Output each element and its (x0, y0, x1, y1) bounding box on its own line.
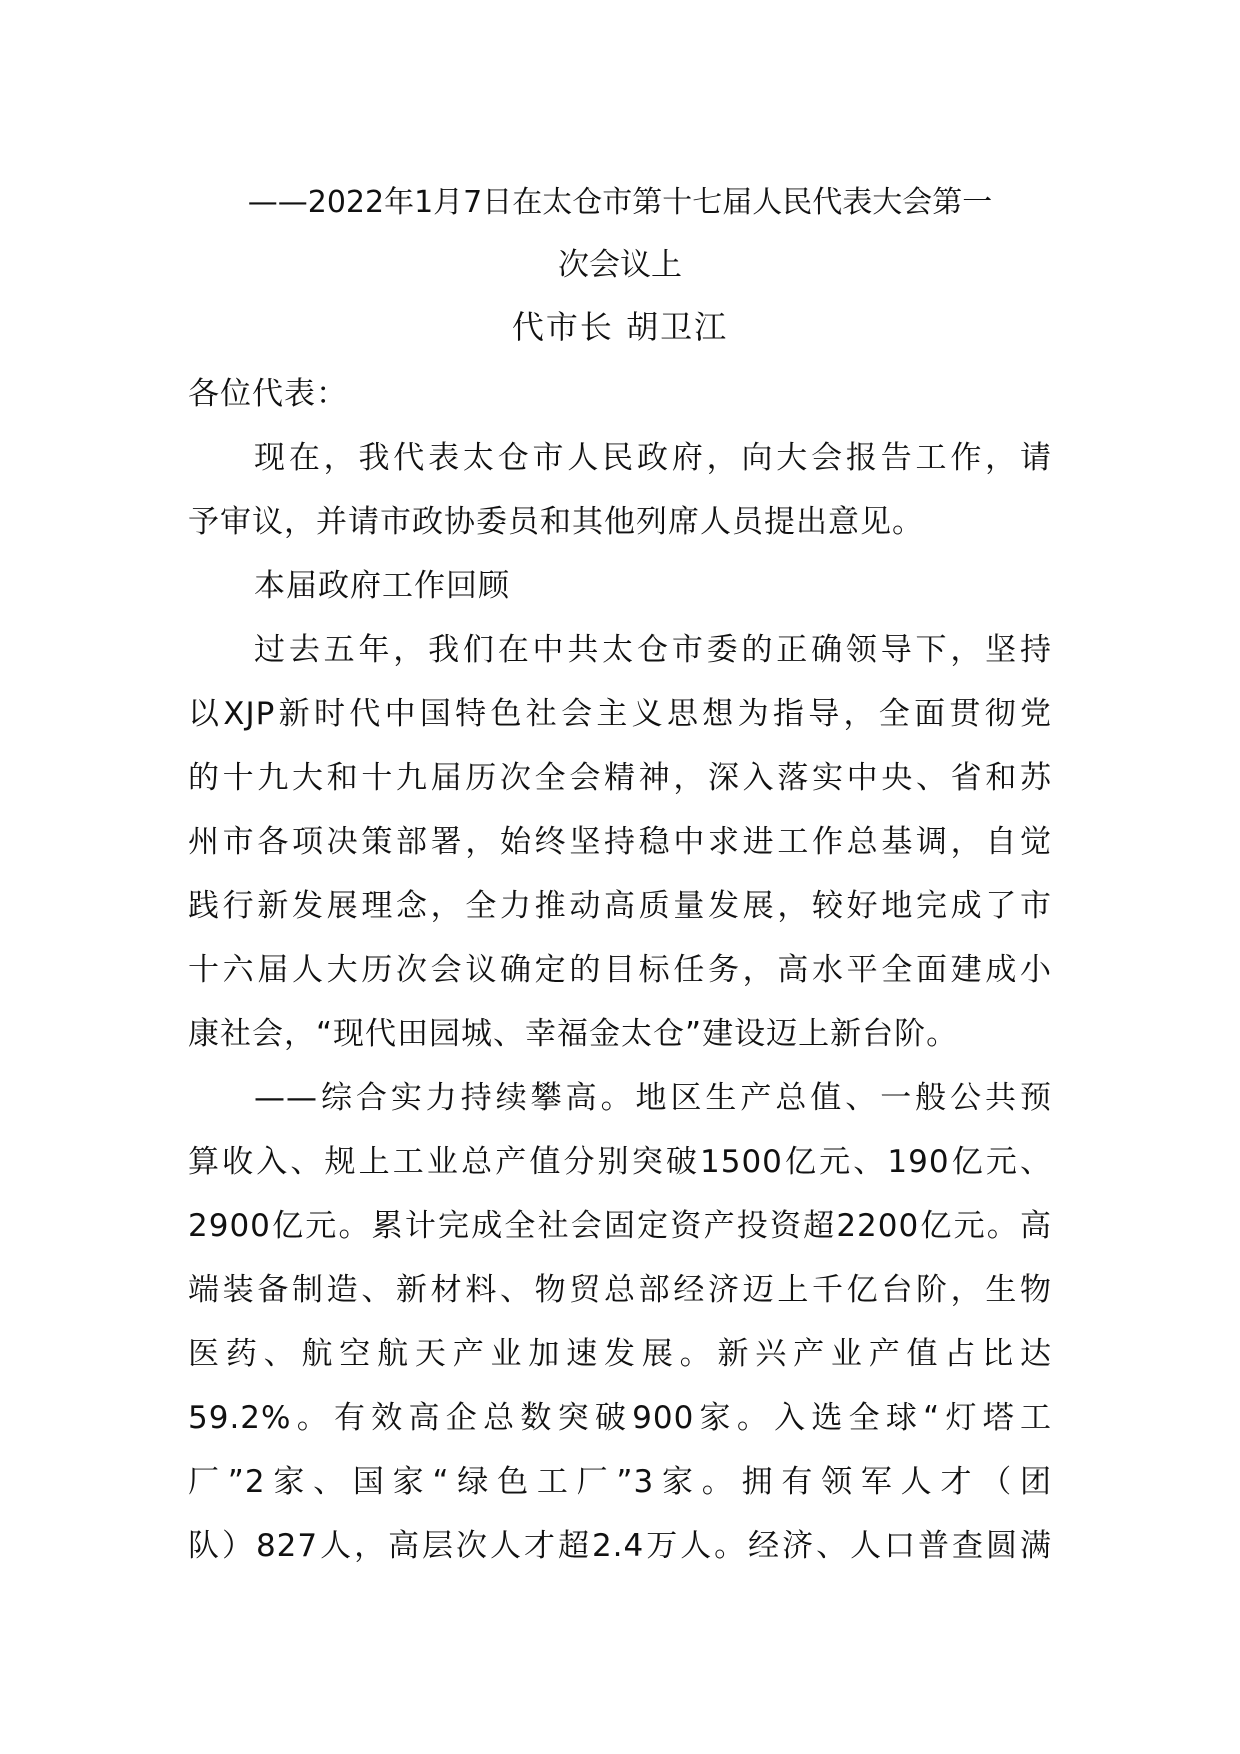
review-paragraph-line: 践行新发展理念，全力推动高质量发展，较好地完成了市 (188, 888, 1052, 924)
report-content (188, 172, 1052, 1578)
strength-paragraph-line: 端装备制造、新材料、物贸总部经济迈上千亿台阶，生物 (188, 1272, 1052, 1308)
strength-paragraph-line: 厂”2家、国家“绿色工厂”3家。拥有领军人才（团 (188, 1464, 1052, 1500)
review-paragraph-line: 十六届人大历次会议确定的目标任务，高水平全面建成小 (188, 952, 1052, 988)
review-paragraph-line: 的十九大和十九届历次全会精神，深入落实中央、省和苏 (188, 760, 1052, 796)
salutation: 各位代表： (188, 376, 348, 412)
opening-paragraph-line-2: 予审议，并请市政协委员和其他列席人员提出意见。 (188, 504, 924, 540)
opening-paragraph-line-1: 现在，我代表太仓市人民政府，向大会报告工作，请 (254, 440, 1052, 476)
review-paragraph-line: 过去五年，我们在中共太仓市委的正确领导下，坚持 (254, 632, 1052, 668)
section-heading: 本届政府工作回顾 (254, 568, 510, 604)
strength-paragraph-line: 2900亿元。累计完成全社会固定资产投资超2200亿元。高 (188, 1208, 1052, 1244)
subtitle-line-1: ——2022年1月7日在太仓市第十七届人民代表大会第一 (247, 185, 993, 220)
strength-paragraph-line: 算收入、规上工业总产值分别突破1500亿元、190亿元、 (188, 1144, 1052, 1180)
strength-paragraph-line: 队）827人，高层次人才超2.4万人。经济、人口普查圆满 (188, 1528, 1052, 1564)
subtitle-line-2: 次会议上 (558, 247, 682, 283)
speaker-line: 代市长 胡卫江 (511, 308, 729, 346)
review-paragraph-line: 康社会，“现代田园城、幸福金太仓”建设迈上新台阶。 (188, 1016, 959, 1052)
review-paragraph-line: 以XJP新时代中国特色社会主义思想为指导，全面贯彻党 (188, 696, 1052, 732)
strength-paragraph-line: ——综合实力持续攀高。地区生产总值、一般公共预 (254, 1080, 1052, 1116)
strength-paragraph-line: 医药、航空航天产业加速发展。新兴产业产值占比达 (188, 1336, 1052, 1372)
strength-paragraph-line: 59.2%。有效高企总数突破900家。入选全球“灯塔工 (188, 1400, 1052, 1436)
review-paragraph-line: 州市各项决策部署，始终坚持稳中求进工作总基调，自觉 (188, 824, 1052, 860)
